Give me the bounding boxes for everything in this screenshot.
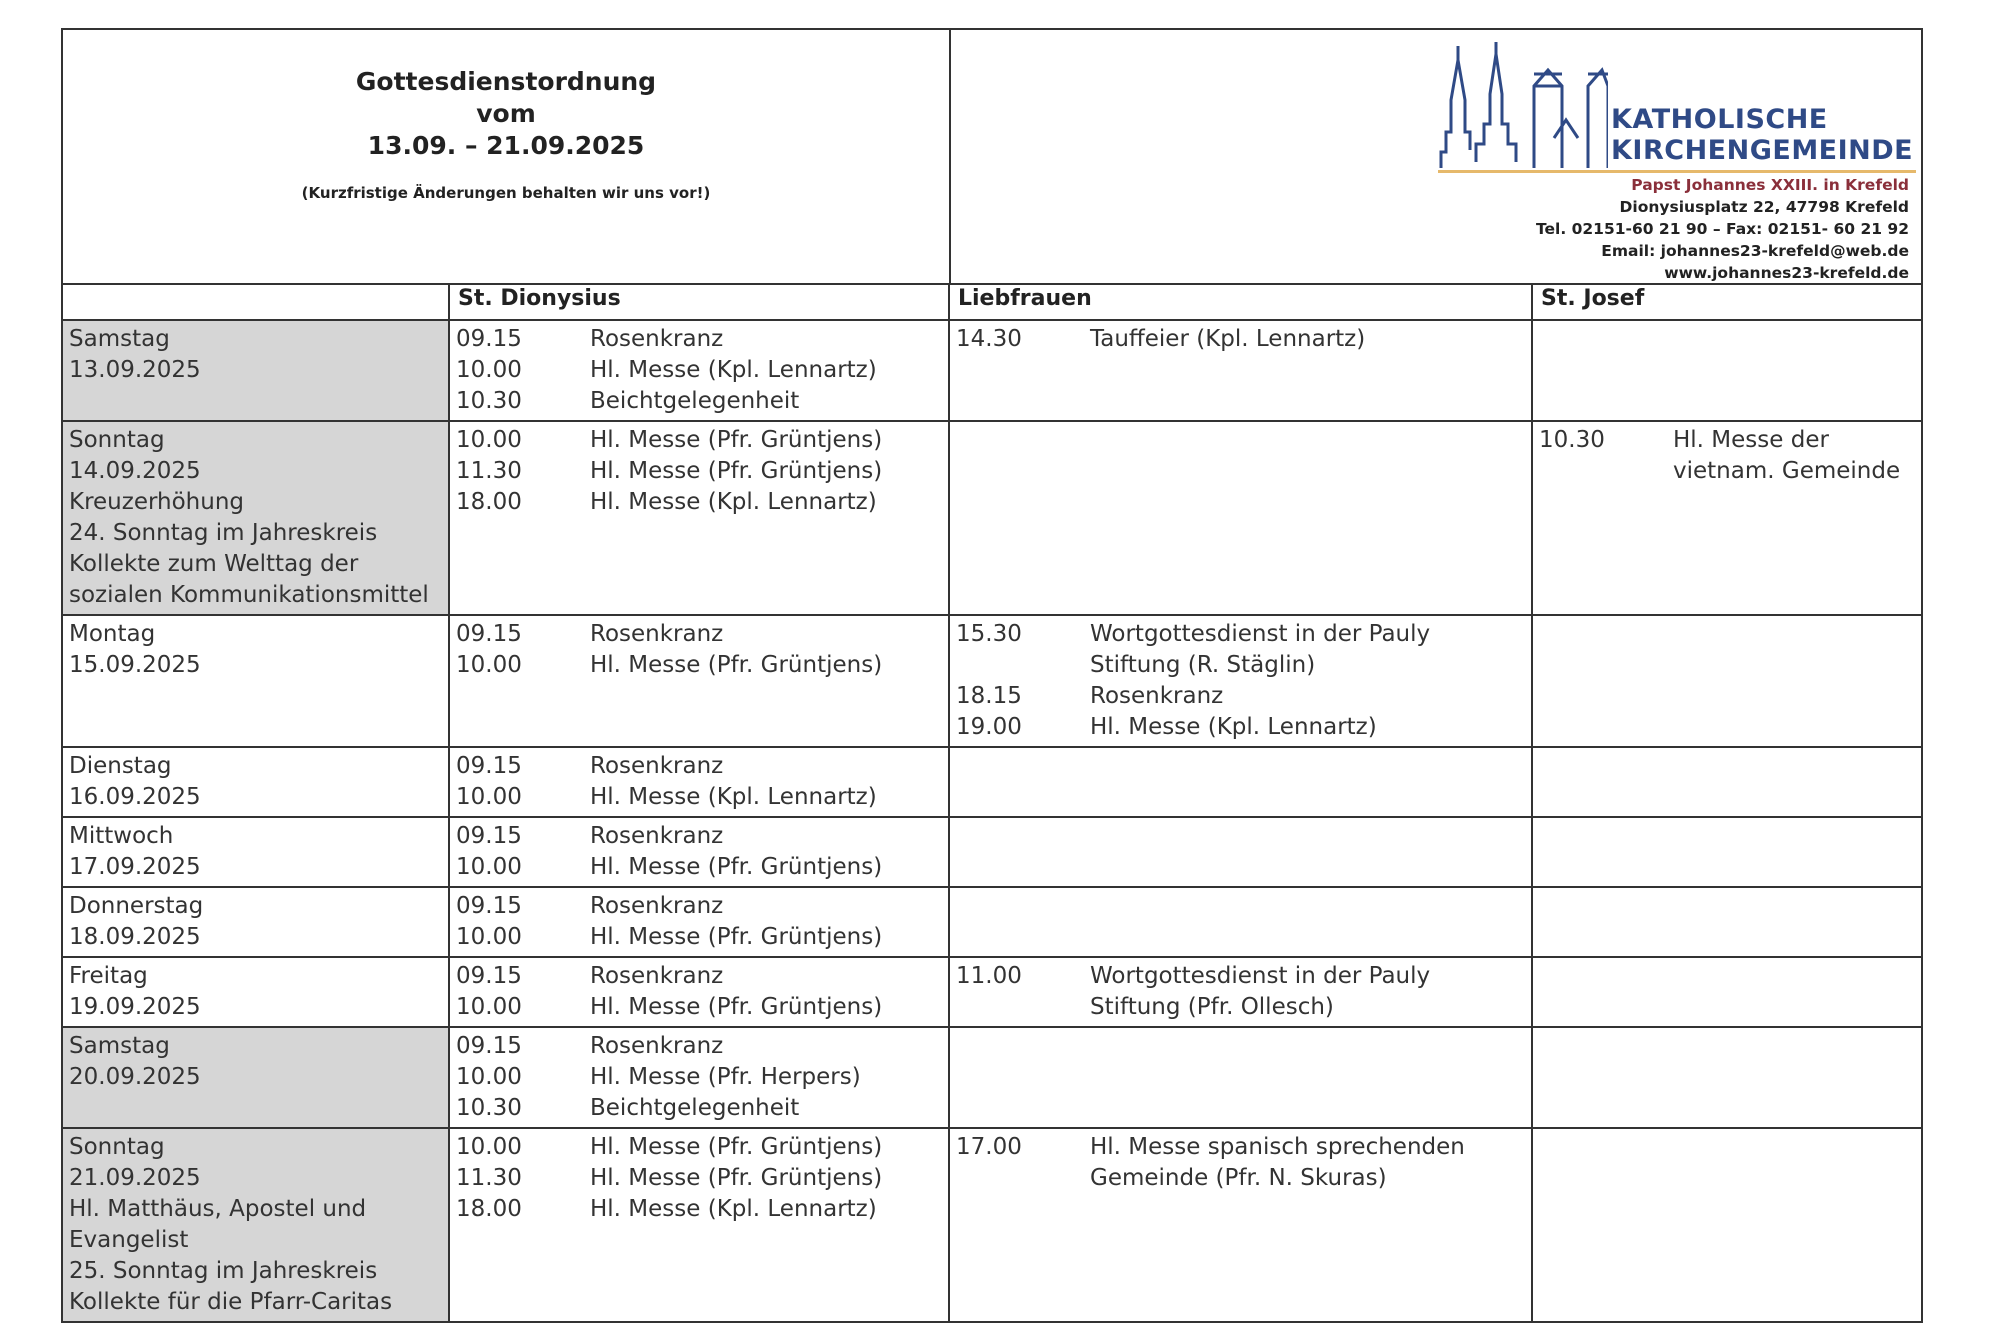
- service-time: 19.00: [956, 714, 1022, 740]
- service-label: Beichtgelegenheit: [590, 388, 800, 414]
- day-line: 24. Sonntag im Jahreskreis: [69, 520, 378, 546]
- service-entry: [956, 961, 1525, 1023]
- service-time: 10.00: [456, 994, 522, 1020]
- day-line: Samstag: [69, 326, 170, 352]
- day-line: Kreuzerhöhung: [69, 489, 245, 515]
- title-block: [63, 30, 951, 283]
- service-label: Wortgottesdienst in der Pauly Stiftung (R. Stäglin): [1090, 621, 1431, 678]
- title-vom: vom: [476, 99, 536, 128]
- church-cell-josef: [1532, 817, 1921, 887]
- service-time: 18.15: [956, 683, 1022, 709]
- service-entry: [456, 961, 942, 992]
- table-row: [63, 957, 1921, 1027]
- day-cell: [63, 747, 449, 817]
- service-time: 10.00: [456, 1064, 522, 1090]
- church-cell-liebfrauen: [949, 320, 1532, 421]
- service-entry: [456, 456, 942, 487]
- service-time: 10.00: [456, 924, 522, 950]
- service-label: Hl. Messe der vietnam. Gemeinde: [1673, 427, 1901, 484]
- service-label: Hl. Messe (Kpl. Lennartz): [590, 357, 877, 383]
- service-time: 18.00: [456, 489, 522, 515]
- church-cell-liebfrauen: [949, 747, 1532, 817]
- service-label: Hl. Messe (Pfr. Grüntjens): [590, 854, 883, 880]
- day-line: 16.09.2025: [69, 784, 201, 810]
- day-cell: [63, 957, 449, 1027]
- table-row: [63, 1027, 1921, 1128]
- brand-line-2: KIRCHENGEMEINDE: [1611, 135, 1914, 166]
- address: Dionysiusplatz 22, 47798 Krefeld: [1619, 198, 1909, 216]
- day-line: 25. Sonntag im Jahreskreis: [69, 1258, 378, 1284]
- day-cell: [63, 1027, 449, 1128]
- document-header: [63, 30, 1921, 285]
- column-header-st-josef: St. Josef: [1532, 285, 1921, 320]
- service-time: 10.30: [1539, 427, 1605, 453]
- service-label: Rosenkranz: [1090, 683, 1224, 709]
- church-cell-josef: [1532, 615, 1921, 747]
- service-entry: [456, 922, 942, 953]
- service-schedule-table: [63, 285, 1921, 1321]
- service-time: 10.30: [456, 388, 522, 414]
- service-label: Rosenkranz: [590, 963, 724, 989]
- email: Email: johannes23-krefeld@web.de: [1601, 242, 1909, 260]
- service-entry: [456, 751, 942, 782]
- service-time: 15.30: [956, 621, 1022, 647]
- service-label: Rosenkranz: [590, 621, 724, 647]
- day-cell: [63, 615, 449, 747]
- church-cell-dionysius: [449, 615, 949, 747]
- day-line: 14.09.2025: [69, 458, 201, 484]
- service-entry: [456, 852, 942, 883]
- service-label: Hl. Messe spanisch sprechenden Gemeinde (Pfr. N. Skuras): [1090, 1134, 1465, 1191]
- service-entry: [456, 782, 942, 813]
- service-entry: [456, 1132, 942, 1163]
- day-line: Sonntag: [69, 427, 165, 453]
- service-entry: [456, 1194, 942, 1225]
- service-entry: [956, 1132, 1525, 1194]
- column-header-st-dionysius: St. Dionysius: [449, 285, 949, 320]
- service-label: Hl. Messe (Pfr. Grüntjens): [590, 652, 883, 678]
- service-entry: [456, 324, 942, 355]
- service-time: 09.15: [456, 621, 522, 647]
- service-label: Hl. Messe (Pfr. Grüntjens): [590, 994, 883, 1020]
- service-entry: [456, 1031, 942, 1062]
- brand-underline: [1438, 170, 1916, 173]
- parish-logo-block: [951, 30, 1921, 283]
- day-line: 21.09.2025: [69, 1165, 201, 1191]
- brand-line-1: KATHOLISCHE: [1611, 104, 1828, 135]
- day-cell: [63, 421, 449, 615]
- service-label: Tauffeier (Kpl. Lennartz): [1090, 326, 1366, 352]
- church-cell-dionysius: [449, 817, 949, 887]
- church-cell-dionysius: [449, 1027, 949, 1128]
- day-line: 19.09.2025: [69, 994, 201, 1020]
- church-cell-josef: [1532, 320, 1921, 421]
- church-cell-liebfrauen: [949, 817, 1532, 887]
- service-label: Rosenkranz: [590, 1033, 724, 1059]
- church-cell-josef: [1532, 421, 1921, 615]
- service-time: 18.00: [456, 1196, 522, 1222]
- service-label: Hl. Messe (Kpl. Lennartz): [590, 489, 877, 515]
- day-line: 18.09.2025: [69, 924, 201, 950]
- table-row: [63, 421, 1921, 615]
- church-cell-josef: [1532, 1128, 1921, 1321]
- service-label: Rosenkranz: [590, 753, 724, 779]
- church-cell-liebfrauen: [949, 957, 1532, 1027]
- service-time: 10.00: [456, 1134, 522, 1160]
- day-cell: [63, 817, 449, 887]
- table-row: [63, 615, 1921, 747]
- service-label: Wortgottesdienst in der Pauly Stiftung (Pfr. Ollesch): [1090, 963, 1431, 1020]
- service-entry: [456, 821, 942, 852]
- church-cell-dionysius: [449, 421, 949, 615]
- table-row: [63, 817, 1921, 887]
- column-header-day: [63, 285, 449, 320]
- church-cell-josef: [1532, 1027, 1921, 1128]
- parish-name: Papst Johannes XXIII. in Krefeld: [1631, 176, 1909, 194]
- service-label: Hl. Messe (Kpl. Lennartz): [590, 784, 877, 810]
- church-cell-dionysius: [449, 1128, 949, 1321]
- church-cell-liebfrauen: [949, 1128, 1532, 1321]
- day-line: 20.09.2025: [69, 1064, 201, 1090]
- service-entry: [456, 891, 942, 922]
- service-time: 09.15: [456, 1033, 522, 1059]
- phone-fax: Tel. 02151-60 21 90 – Fax: 02151- 60 21 92: [1535, 220, 1909, 238]
- service-time: 09.15: [456, 963, 522, 989]
- service-time: 10.00: [456, 652, 522, 678]
- service-label: Beichtgelegenheit: [590, 1095, 800, 1121]
- service-entry: [956, 681, 1525, 712]
- parish-brand-name: [1611, 104, 1913, 166]
- table-row: [63, 320, 1921, 421]
- church-cell-liebfrauen: [949, 615, 1532, 747]
- service-label: Hl. Messe (Pfr. Herpers): [590, 1064, 861, 1090]
- table-row: [63, 1128, 1921, 1321]
- service-entry: [456, 992, 942, 1023]
- day-line: Hl. Matthäus, Apostel und: [69, 1196, 367, 1222]
- church-cell-liebfrauen: [949, 1027, 1532, 1128]
- service-time: 09.15: [456, 753, 522, 779]
- table-row: [63, 887, 1921, 957]
- service-label: Hl. Messe (Pfr. Grüntjens): [590, 1165, 883, 1191]
- service-time: 10.30: [456, 1095, 522, 1121]
- service-time: 17.00: [956, 1134, 1022, 1160]
- service-time: 14.30: [956, 326, 1022, 352]
- service-time: 11.30: [456, 458, 522, 484]
- change-notice: (Kurzfristige Änderungen behalten wir uns vor!): [301, 184, 711, 202]
- day-line: Sonntag: [69, 1134, 165, 1160]
- day-line: sozialen Kommunikationsmittel: [69, 582, 429, 608]
- service-entry: [456, 425, 942, 456]
- service-entry: [956, 324, 1525, 355]
- service-time: 09.15: [456, 893, 522, 919]
- service-time: 10.00: [456, 854, 522, 880]
- day-cell: [63, 887, 449, 957]
- service-entry: [456, 619, 942, 650]
- day-line: 17.09.2025: [69, 854, 201, 880]
- church-cell-josef: [1532, 957, 1921, 1027]
- service-time: 09.15: [456, 326, 522, 352]
- service-entry: [456, 355, 942, 386]
- service-entry: [456, 1163, 942, 1194]
- service-time: 10.00: [456, 427, 522, 453]
- service-label: Hl. Messe (Pfr. Grüntjens): [590, 924, 883, 950]
- church-cell-dionysius: [449, 320, 949, 421]
- service-entry: [456, 386, 942, 417]
- service-time: 09.15: [456, 823, 522, 849]
- date-range: 13.09. – 21.09.2025: [367, 131, 645, 160]
- service-label: Rosenkranz: [590, 823, 724, 849]
- table-row: [63, 747, 1921, 817]
- service-label: Hl. Messe (Pfr. Grüntjens): [590, 1134, 883, 1160]
- church-cell-dionysius: [449, 957, 949, 1027]
- day-line: Kollekte zum Welttag der: [69, 551, 359, 577]
- day-cell: [63, 1128, 449, 1321]
- contact-block: [1536, 174, 1909, 284]
- day-line: Montag: [69, 621, 156, 647]
- column-header-liebfrauen: Liebfrauen: [949, 285, 1532, 320]
- service-entry: [456, 650, 942, 681]
- service-entry: [456, 1093, 942, 1124]
- service-label: Hl. Messe (Pfr. Grüntjens): [590, 458, 883, 484]
- service-entry: [956, 712, 1525, 743]
- day-line: Freitag: [69, 963, 148, 989]
- day-line: Samstag: [69, 1033, 170, 1059]
- church-cell-dionysius: [449, 887, 949, 957]
- day-line: 13.09.2025: [69, 357, 201, 383]
- service-label: Rosenkranz: [590, 326, 724, 352]
- service-entry: [456, 487, 942, 518]
- day-line: Donnerstag: [69, 893, 204, 919]
- day-line: Kollekte für die Pfarr-Caritas: [69, 1289, 393, 1315]
- column-header-row: [63, 285, 1921, 320]
- service-time: 10.00: [456, 784, 522, 810]
- website: www.johannes23-krefeld.de: [1664, 264, 1909, 282]
- service-time: 10.00: [456, 357, 522, 383]
- service-label: Rosenkranz: [590, 893, 724, 919]
- day-line: 15.09.2025: [69, 652, 201, 678]
- day-line: Dienstag: [69, 753, 172, 779]
- service-time: 11.30: [456, 1165, 522, 1191]
- service-entry: [956, 619, 1525, 681]
- church-cell-dionysius: [449, 747, 949, 817]
- schedule-sheet: [61, 28, 1923, 1323]
- page-title: Gottesdienstordnung: [355, 67, 657, 96]
- church-cell-josef: [1532, 747, 1921, 817]
- church-cell-liebfrauen: [949, 421, 1532, 615]
- service-label: Hl. Messe (Pfr. Grüntjens): [590, 427, 883, 453]
- service-label: Hl. Messe (Kpl. Lennartz): [1090, 714, 1377, 740]
- church-cell-josef: [1532, 887, 1921, 957]
- service-time: 11.00: [956, 963, 1022, 989]
- day-line: Evangelist: [69, 1227, 189, 1253]
- service-entry: [456, 1062, 942, 1093]
- church-towers-logo-icon: [1438, 40, 1608, 170]
- day-cell: [63, 320, 449, 421]
- service-entry: [1539, 425, 1915, 487]
- day-line: Mittwoch: [69, 823, 174, 849]
- church-cell-liebfrauen: [949, 887, 1532, 957]
- service-label: Hl. Messe (Kpl. Lennartz): [590, 1196, 877, 1222]
